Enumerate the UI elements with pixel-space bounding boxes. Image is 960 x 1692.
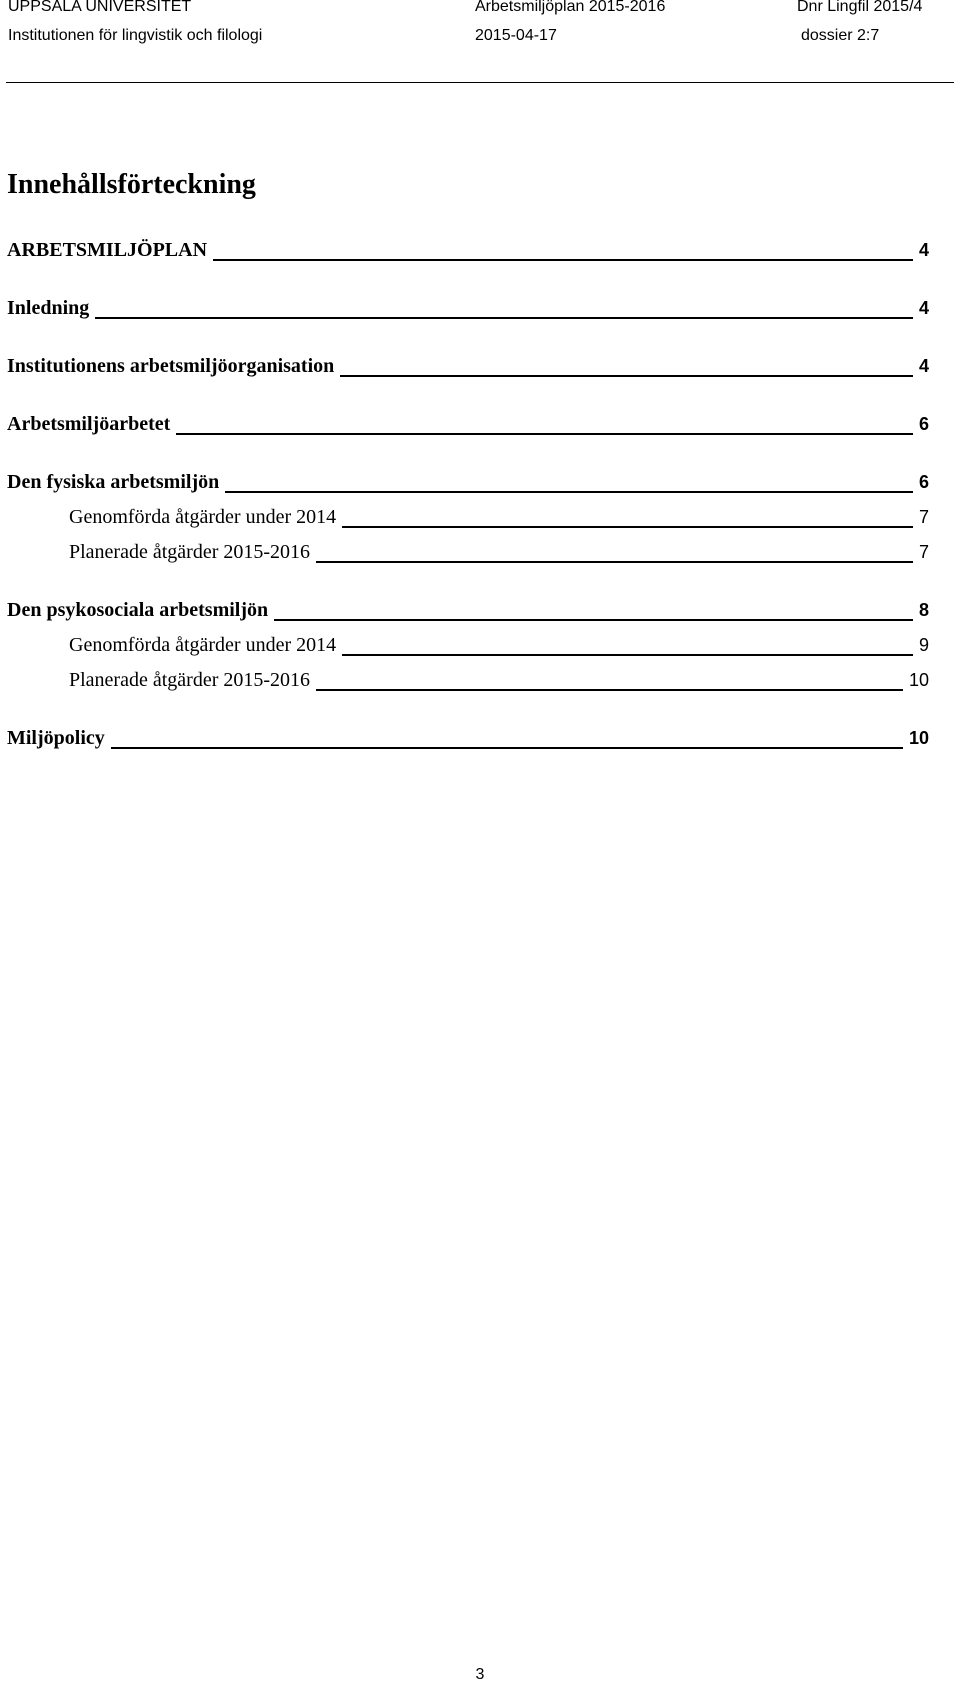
- toc-leader-line: [342, 654, 913, 656]
- toc-entry-label: ARBETSMILJÖPLAN: [7, 239, 208, 261]
- toc-entry-page: 6: [918, 472, 929, 492]
- toc-leader-line: [342, 526, 913, 528]
- toc-entry-label: Planerade åtgärder 2015-2016: [69, 541, 311, 563]
- toc-leader-line: [340, 375, 913, 377]
- toc-entry[interactable]: [7, 471, 929, 497]
- toc-leader-line: [176, 433, 913, 435]
- toc-entry[interactable]: [7, 355, 929, 381]
- university-name: UPPSALA UNIVERSITET: [8, 0, 192, 15]
- toc-entry-label: Den fysiska arbetsmiljön: [7, 471, 220, 493]
- toc-leader-line: [111, 747, 903, 749]
- document-title: Arbetsmiljöplan 2015-2016: [475, 0, 666, 15]
- toc-entry-label: Arbetsmiljöarbetet: [7, 413, 171, 435]
- toc-leader-line: [95, 317, 913, 319]
- department-name: Institutionen för lingvistik och filologi: [8, 27, 263, 44]
- toc-entry[interactable]: [69, 634, 929, 660]
- toc-entry-page: 9: [918, 635, 929, 655]
- toc-entry[interactable]: [69, 669, 929, 695]
- toc-entry-page: 4: [918, 298, 929, 318]
- toc-entry[interactable]: [69, 506, 929, 532]
- reference-number: Dnr Lingfil 2015/4: [797, 0, 923, 15]
- toc-entry-page: 6: [918, 414, 929, 434]
- toc-entry-page: 7: [918, 507, 929, 527]
- page-number: 3: [475, 1666, 485, 1683]
- header-divider: [6, 82, 954, 83]
- toc-entry-page: 8: [918, 600, 929, 620]
- toc-entry[interactable]: [7, 727, 929, 753]
- dossier-number: dossier 2:7: [801, 27, 880, 44]
- toc-entry-page: 10: [908, 670, 929, 690]
- toc-leader-line: [213, 259, 913, 261]
- document-date: 2015-04-17: [475, 27, 557, 44]
- toc-entry-page: 4: [918, 240, 929, 260]
- toc-leader-line: [274, 619, 913, 621]
- toc-entry-page: 7: [918, 542, 929, 562]
- toc-entry-label: Den psykosociala arbetsmiljön: [7, 599, 269, 621]
- toc-leader-line: [225, 491, 913, 493]
- toc-leader-line: [316, 561, 913, 563]
- toc-entry-label: Genomförda åtgärder under 2014: [69, 634, 337, 656]
- toc-entry-page: 10: [908, 728, 929, 748]
- toc-entry[interactable]: [7, 413, 929, 439]
- page-header: [0, 0, 960, 84]
- toc-entry-page: 4: [918, 356, 929, 376]
- toc-heading: Innehållsförteckning: [7, 169, 256, 200]
- toc-entry-label: Genomförda åtgärder under 2014: [69, 506, 337, 528]
- toc-entry-label: Planerade åtgärder 2015-2016: [69, 669, 311, 691]
- toc-entry-label: Institutionens arbetsmiljöorganisation: [7, 355, 335, 377]
- toc-entry[interactable]: [7, 297, 929, 323]
- toc-entry[interactable]: [7, 599, 929, 625]
- toc-entry-label: Inledning: [7, 297, 90, 319]
- toc-entry[interactable]: [69, 541, 929, 567]
- toc-entry[interactable]: [7, 239, 929, 265]
- toc-entry-label: Miljöpolicy: [7, 727, 105, 749]
- toc-leader-line: [316, 689, 903, 691]
